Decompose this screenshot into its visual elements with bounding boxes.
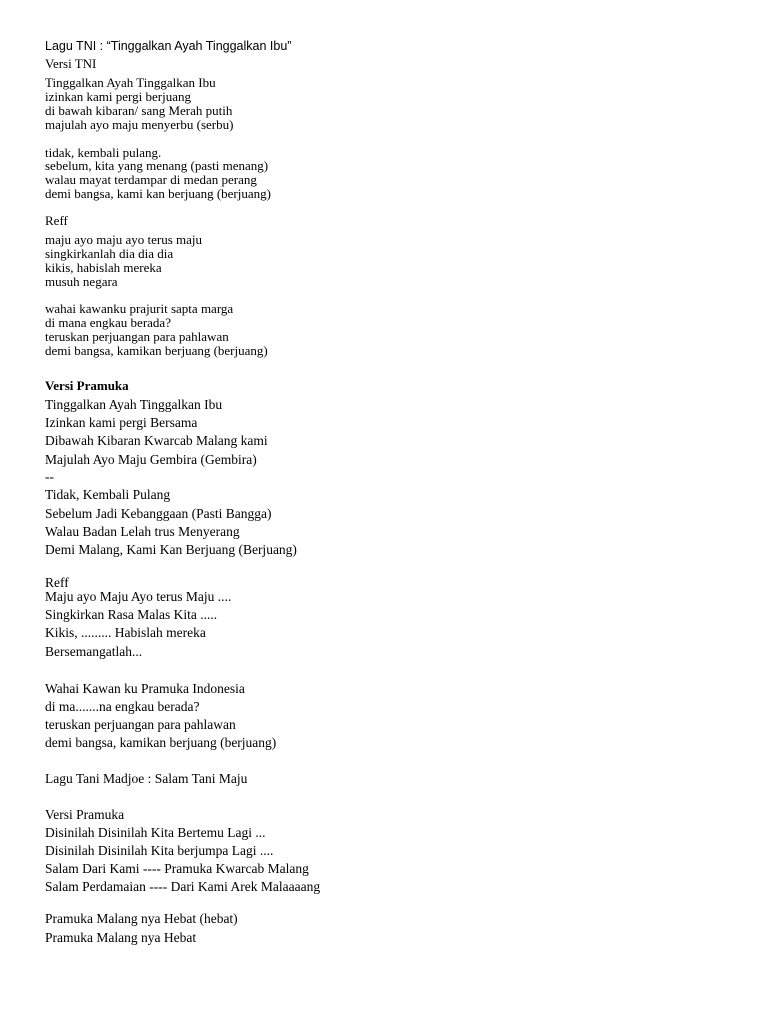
lyric-line: singkirkanlah dia dia dia bbox=[45, 246, 174, 261]
lyric-line: demi bangsa, kamikan berjuang (berjuang) bbox=[45, 343, 268, 358]
lyric-line: Tidak, Kembali Pulang bbox=[45, 487, 171, 502]
lyric-line: sebelum, kita yang menang (pasti menang) bbox=[45, 158, 269, 173]
song-title-tani: Lagu Tani Madjoe : Salam Tani Maju bbox=[45, 771, 248, 786]
lyric-line: kikis, habislah mereka bbox=[45, 260, 162, 275]
section-heading-tani: Versi Pramuka bbox=[45, 807, 125, 822]
lyric-line: Bersemangatlah... bbox=[45, 644, 143, 659]
lyric-line: Wahai Kawan ku Pramuka Indonesia bbox=[45, 681, 245, 696]
lyric-line: Tinggalkan Ayah Tinggalkan Ibu bbox=[45, 397, 223, 412]
lyric-line: di bawah kibaran/ sang Merah putih bbox=[45, 103, 233, 118]
lyric-line: teruskan perjuangan para pahlawan bbox=[45, 329, 229, 344]
lyric-line: Tinggalkan Ayah Tinggalkan Ibu bbox=[45, 75, 216, 90]
lyric-line: demi bangsa, kamikan berjuang (berjuang) bbox=[45, 735, 277, 750]
lyric-line: di ma.......na engkau berada? bbox=[45, 699, 200, 714]
lyric-line: Izinkan kami pergi Bersama bbox=[45, 415, 198, 430]
lyric-line: demi bangsa, kami kan berjuang (berjuang) bbox=[45, 186, 271, 201]
lyric-line: Disinilah Disinilah Kita berjumpa Lagi .... bbox=[45, 843, 274, 858]
lyric-line: Walau Badan Lelah trus Menyerang bbox=[45, 524, 240, 539]
lyric-line: Demi Malang, Kami Kan Berjuang (Berjuang) bbox=[45, 542, 297, 557]
lyric-line: Kikis, ......... Habislah mereka bbox=[45, 625, 206, 640]
section-heading-tni: Versi TNI bbox=[45, 56, 97, 71]
lyric-line: Disinilah Disinilah Kita Bertemu Lagi ... bbox=[45, 825, 266, 840]
lyric-line: maju ayo maju ayo terus maju bbox=[45, 232, 203, 247]
lyric-line: Pramuka Malang nya Hebat (hebat) bbox=[45, 911, 238, 926]
lyric-line: tidak, kembali pulang. bbox=[45, 145, 162, 160]
lyric-line: izinkan kami pergi berjuang bbox=[45, 89, 191, 104]
reff-label: Reff bbox=[45, 575, 69, 590]
section-heading-pramuka: Versi Pramuka bbox=[45, 378, 129, 393]
reff-label: Reff bbox=[45, 213, 68, 228]
lyric-line: majulah ayo maju menyerbu (serbu) bbox=[45, 117, 234, 132]
lyric-line: Sebelum Jadi Kebanggaan (Pasti Bangga) bbox=[45, 506, 272, 521]
lyric-line: Salam Perdamaian ---- Dari Kami Arek Malaaaang bbox=[45, 879, 321, 894]
lyric-line: Singkirkan Rasa Malas Kita ..... bbox=[45, 607, 218, 622]
song-title: Lagu TNI : “Tinggalkan Ayah Tinggalkan Ibu” bbox=[45, 39, 292, 53]
separator: -- bbox=[45, 469, 54, 484]
lyric-line: walau mayat terdampar di medan perang bbox=[45, 172, 257, 187]
lyric-line: wahai kawanku prajurit sapta marga bbox=[45, 301, 234, 316]
lyric-line: Salam Dari Kami ---- Pramuka Kwarcab Malang bbox=[45, 861, 309, 876]
lyric-line: Pramuka Malang nya Hebat bbox=[45, 930, 197, 945]
lyric-line: Maju ayo Maju Ayo terus Maju .... bbox=[45, 589, 232, 604]
lyric-line: musuh negara bbox=[45, 274, 118, 289]
lyric-line: Dibawah Kibaran Kwarcab Malang kami bbox=[45, 433, 268, 448]
lyric-line: teruskan perjuangan para pahlawan bbox=[45, 717, 236, 732]
lyric-line: di mana engkau berada? bbox=[45, 315, 171, 330]
lyric-line: Majulah Ayo Maju Gembira (Gembira) bbox=[45, 452, 257, 467]
